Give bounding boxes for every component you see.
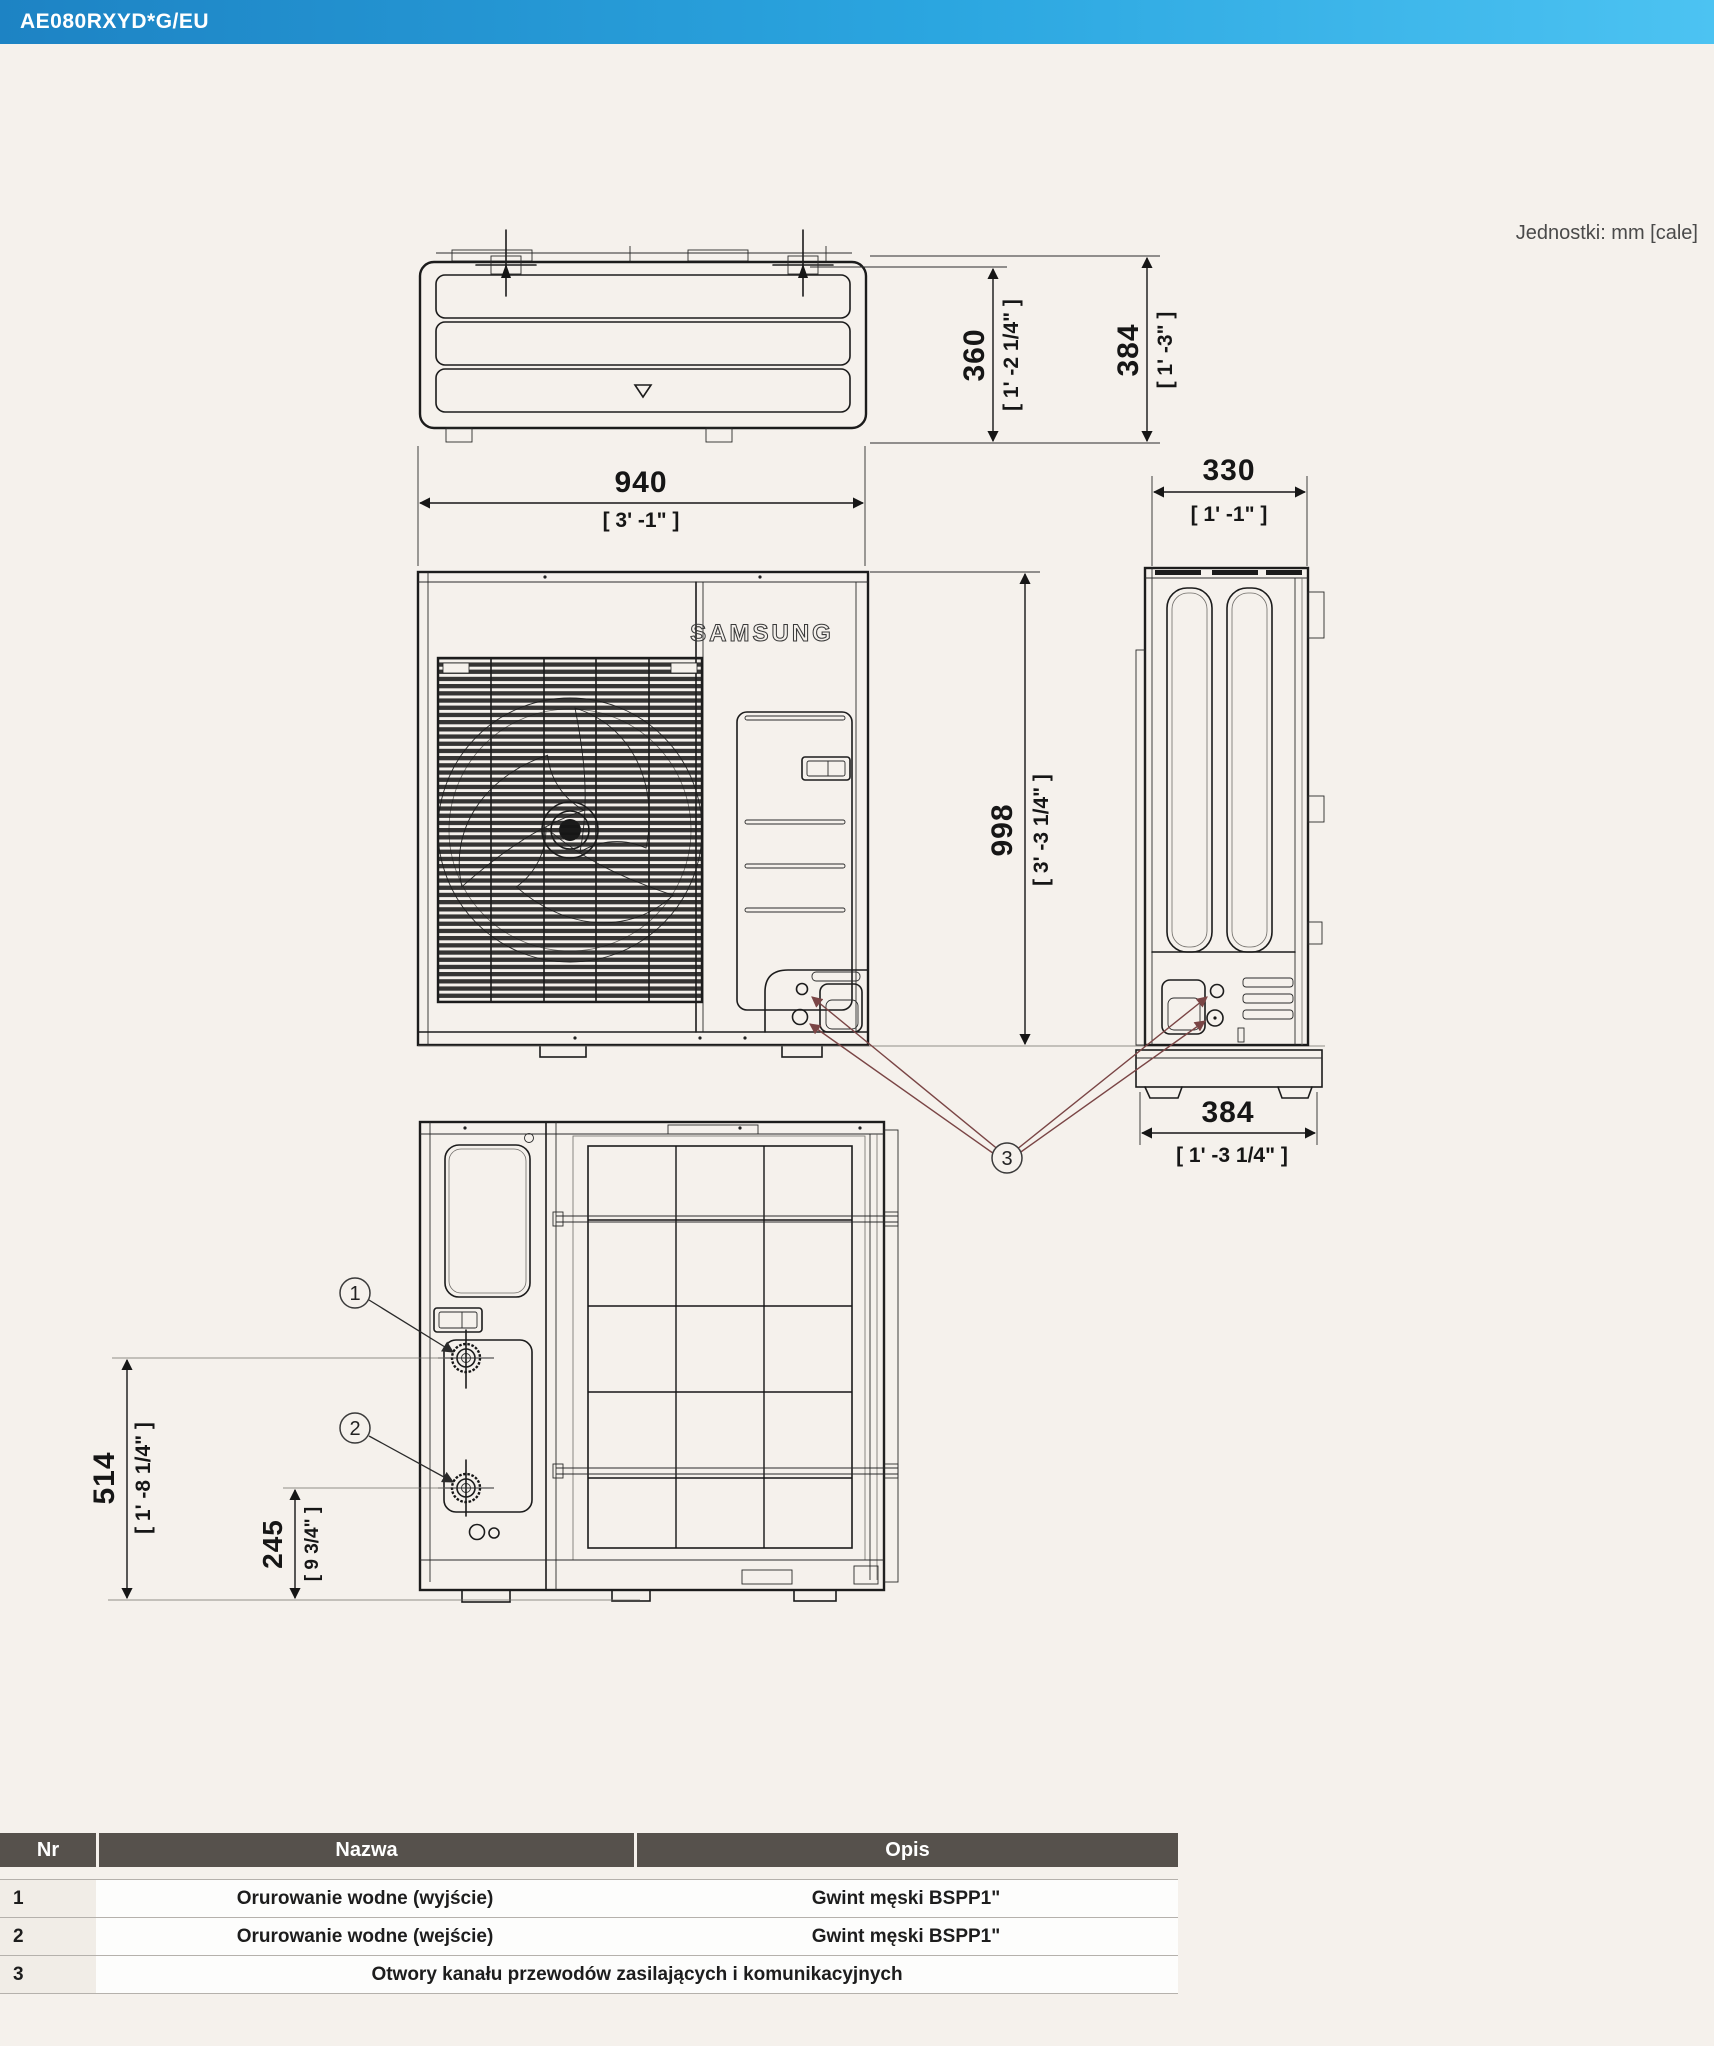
side-conduit-hole-1	[1211, 985, 1224, 998]
front-conduit-hole-1	[797, 984, 808, 995]
dim-514-inch: [ 1' -8 1/4" ]	[132, 1422, 155, 1534]
dim-384b-mm: 384	[1201, 1096, 1255, 1129]
side-vent-slats	[1243, 978, 1293, 1019]
row-nr: 1	[0, 1880, 96, 1917]
model-number: AE080RXYD*G/EU	[20, 10, 210, 33]
front-conduit-hole-2	[793, 1010, 808, 1025]
airflow-triangle-mark	[635, 385, 651, 397]
header-opis: Opis	[637, 1833, 1178, 1867]
brand-logo: SAMSUNG	[690, 620, 834, 647]
front-view-drawing	[418, 446, 1325, 1057]
top-view-drawing	[420, 230, 1160, 443]
back-view-dimensions	[108, 1358, 640, 1600]
dim-998-inch: [ 3' -3 1/4" ]	[1030, 774, 1053, 886]
svg-text:2: 2	[349, 1418, 361, 1440]
header-nazwa: Nazwa	[99, 1833, 634, 1867]
row-nazwa: Orurowanie wodne (wyjście)	[236, 1887, 494, 1909]
dim-384b-inch: [ 1' -3 1/4" ]	[1176, 1144, 1288, 1167]
dim-245-mm: 245	[257, 1519, 288, 1569]
side-view-drawing	[1136, 476, 1324, 1145]
row-nr: 3	[0, 1956, 96, 1993]
parts-table	[0, 1833, 1178, 1994]
callout-2	[340, 1413, 453, 1482]
dim-940-inch: [ 3' -1" ]	[602, 509, 680, 532]
row-nazwa: Orurowanie wodne (wejście)	[236, 1925, 494, 1947]
dim-245-inch: [ 9 3/4" ]	[302, 1506, 323, 1582]
header-nr: Nr	[0, 1833, 96, 1867]
dim-514-mm: 514	[88, 1451, 121, 1505]
back-view-drawing	[420, 1122, 898, 1602]
table-row	[0, 1918, 1178, 1956]
table-row	[0, 1880, 1178, 1918]
dim-360-inch: [ 1' -2 1/4" ]	[1000, 299, 1023, 411]
row-nr: 2	[0, 1918, 96, 1955]
dim-384t-inch: [ 1' -3" ]	[1154, 311, 1177, 389]
water-pipe-outlet	[438, 1330, 494, 1388]
panel-latch	[802, 757, 850, 780]
parts-table-header	[0, 1833, 1178, 1867]
dim-940-mm: 940	[614, 466, 668, 499]
row-opis: Gwint męski BSPP1"	[811, 1887, 1001, 1909]
table-row	[0, 1956, 1178, 1994]
units-note: Jednostki: mm [cale]	[1515, 222, 1698, 244]
row-nazwa: Otwory kanału przewodów zasilających i komunikacyjnych	[371, 1963, 903, 1985]
svg-text:1: 1	[349, 1283, 361, 1305]
dim-998-mm: 998	[986, 803, 1019, 857]
svg-text:3: 3	[1001, 1148, 1013, 1170]
fan-grille	[438, 658, 702, 1002]
dim-360-mm: 360	[958, 328, 991, 382]
dim-330-inch: [ 1' -1" ]	[1190, 503, 1268, 526]
callout-1	[340, 1278, 453, 1352]
dim-330-mm: 330	[1202, 454, 1256, 487]
row-opis: Gwint męski BSPP1"	[811, 1925, 1001, 1947]
dim-384t-mm: 384	[1112, 323, 1145, 377]
